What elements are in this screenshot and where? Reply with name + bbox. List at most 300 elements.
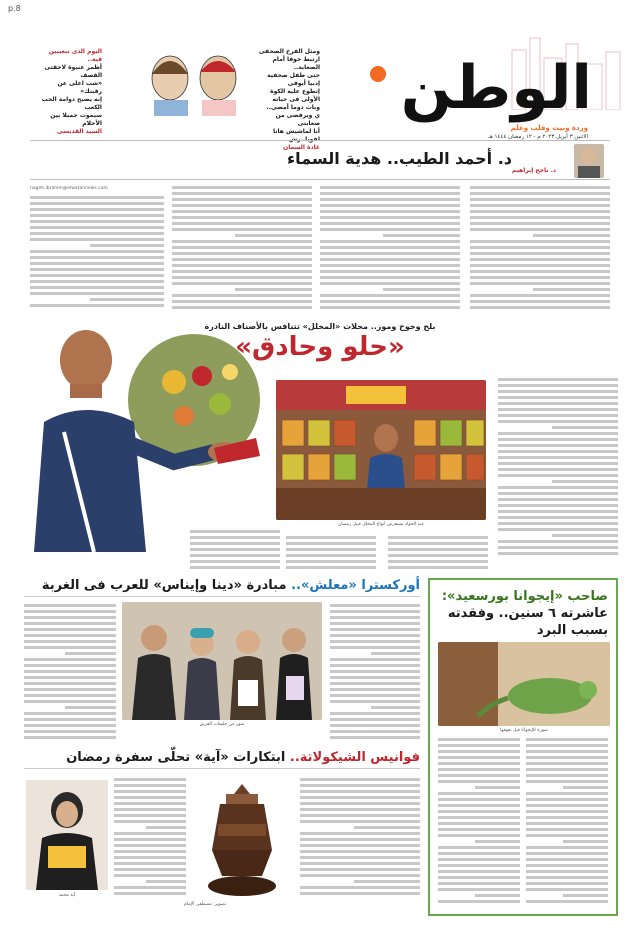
body-text-line xyxy=(172,246,312,249)
body-text-line xyxy=(30,286,164,289)
body-text-line xyxy=(320,282,460,285)
body-text-line xyxy=(320,264,460,267)
body-text-line xyxy=(526,864,608,867)
body-text-line xyxy=(30,214,164,217)
teaser-right xyxy=(258,48,320,152)
body-text-line xyxy=(438,810,520,813)
body-text-line xyxy=(330,700,420,703)
body-text-line xyxy=(470,276,610,279)
body-text-line xyxy=(438,876,520,879)
iguana-photo xyxy=(438,642,610,726)
teaser-left xyxy=(40,48,102,136)
body-text-line xyxy=(30,208,164,211)
body-text-line xyxy=(172,300,312,303)
body-text-line xyxy=(526,738,608,741)
body-text-line xyxy=(320,300,460,303)
feature-text-1 xyxy=(498,378,618,558)
column-title: د. أحمد الطيب.. هدية السماء xyxy=(287,149,512,168)
body-text-line xyxy=(498,390,618,393)
body-text-line xyxy=(470,252,610,255)
body-text-line xyxy=(498,522,618,525)
body-text-line xyxy=(388,560,488,563)
body-text-line xyxy=(526,810,608,813)
body-text-line xyxy=(438,780,520,783)
body-text-line xyxy=(526,876,608,879)
body-text-line xyxy=(330,682,420,685)
column-text-1 xyxy=(470,186,610,314)
body-text-line xyxy=(235,234,312,237)
body-text-line xyxy=(24,688,116,691)
body-text-line xyxy=(114,862,186,865)
body-text-line xyxy=(24,640,116,643)
teaser-line: إنه يصبح دوامة الحب الكعب xyxy=(41,96,102,111)
body-text-line xyxy=(24,700,116,703)
body-text-line xyxy=(114,844,186,847)
body-text-line xyxy=(498,552,618,555)
body-text-line xyxy=(320,258,460,261)
body-text-line xyxy=(470,198,610,201)
body-text-line xyxy=(172,186,312,189)
body-text-line xyxy=(114,820,186,823)
body-text-line xyxy=(526,858,608,861)
body-text-line xyxy=(470,282,610,285)
body-text-line xyxy=(172,198,312,201)
body-text-line xyxy=(470,204,610,207)
body-text-line xyxy=(65,706,116,709)
body-text-line xyxy=(172,282,312,285)
iguana-headline-a: صاحب «إيجوانا بورسعيد»: xyxy=(441,589,608,604)
body-text-line xyxy=(498,432,618,435)
body-text-line xyxy=(30,292,164,295)
body-text-line xyxy=(320,306,460,309)
body-text-line xyxy=(172,258,312,261)
body-text-line xyxy=(24,616,116,619)
body-text-line xyxy=(300,856,420,859)
body-text-line xyxy=(498,528,618,531)
body-text-line xyxy=(300,814,420,817)
teaser-line: ارتبط خوفا أمام الصعابة.. xyxy=(272,56,320,71)
body-text-line xyxy=(300,790,420,793)
body-text-line xyxy=(300,778,420,781)
body-text-line xyxy=(190,566,280,569)
body-text-line xyxy=(498,450,618,453)
orchestra-headline-b: مبادرة «دينا وإيناس» للعرب فى الغربة xyxy=(41,578,287,593)
body-text-line xyxy=(114,802,186,805)
chocolate-headline-a: فوانيس الشيكولاتة.. xyxy=(289,750,420,765)
body-text-line xyxy=(330,634,420,637)
photo-credit: تصوير: مصطفى الإمام xyxy=(183,902,226,907)
body-text-line xyxy=(438,774,520,777)
body-text-line xyxy=(552,426,618,429)
body-text-line xyxy=(320,192,460,195)
body-text-line xyxy=(330,718,420,721)
body-text-line xyxy=(371,706,421,709)
body-text-line xyxy=(470,306,610,309)
pickle-shop-photo xyxy=(276,380,486,520)
body-text-line xyxy=(30,256,164,259)
column-text-3 xyxy=(172,186,312,314)
body-text-line xyxy=(24,676,116,679)
body-text-line xyxy=(330,664,420,667)
body-text-line xyxy=(438,744,520,747)
orchestra-caption: صور من جلسات الفريق xyxy=(199,722,245,727)
body-text-line xyxy=(320,222,460,225)
body-text-line xyxy=(498,414,618,417)
body-text-line xyxy=(190,560,280,563)
body-text-line xyxy=(300,874,420,877)
column-author: د. ناجح إبراهيم xyxy=(511,167,556,174)
body-text-line xyxy=(498,456,618,459)
body-text-line xyxy=(498,408,618,411)
body-text-line xyxy=(526,744,608,747)
body-text-line xyxy=(526,834,608,837)
body-text-line xyxy=(371,652,421,655)
body-text-line xyxy=(114,832,186,835)
orchestra-text-2 xyxy=(24,604,116,744)
body-text-line xyxy=(498,444,618,447)
body-text-line xyxy=(388,536,488,539)
body-text-line xyxy=(526,756,608,759)
feature-title: «حلو وحادق» xyxy=(235,332,405,362)
body-text-line xyxy=(563,894,608,897)
author-email[interactable]: nageh.ibrahim@elwatannews.com xyxy=(30,186,108,191)
body-text-line xyxy=(526,846,608,849)
teaser-line: أنا لماشيش هانا لقويا..رش xyxy=(272,128,320,143)
chocolate-text-1 xyxy=(300,778,420,898)
body-text-line xyxy=(330,610,420,613)
body-text-line xyxy=(388,542,488,545)
body-text-line xyxy=(30,232,164,235)
body-text-line xyxy=(438,846,520,849)
body-text-line xyxy=(498,510,618,513)
body-text-line xyxy=(300,796,420,799)
iguana-text-1 xyxy=(526,738,608,908)
body-text-line xyxy=(470,228,610,231)
body-text-line xyxy=(286,554,376,557)
feature-kicker: بلح وخوخ وموز.. محلات «المخلل» تتنافس بالأصناف النادرة xyxy=(204,322,436,331)
body-text-line xyxy=(114,838,186,841)
body-text-line xyxy=(354,880,420,883)
body-text-line xyxy=(498,546,618,549)
orchestra-photo xyxy=(122,602,322,720)
body-text-line xyxy=(30,268,164,271)
body-text-line xyxy=(438,792,520,795)
body-text-line xyxy=(552,534,618,537)
iguana-story-box xyxy=(428,578,618,916)
body-text-line xyxy=(172,216,312,219)
body-text-line xyxy=(320,240,460,243)
chocolate-headline-b: ابتكارات «آية» تحلّى سفرة رمضان xyxy=(66,750,286,765)
body-text-line xyxy=(30,304,164,307)
body-text-line xyxy=(320,198,460,201)
body-text-line xyxy=(30,238,164,241)
body-text-line xyxy=(300,886,420,889)
body-text-line xyxy=(114,856,186,859)
body-text-line xyxy=(330,724,420,727)
body-text-line xyxy=(498,396,618,399)
opinion-column-header xyxy=(30,140,610,180)
body-text-line xyxy=(330,628,420,631)
body-text-line xyxy=(438,762,520,765)
body-text-line xyxy=(498,462,618,465)
body-text-line xyxy=(563,840,608,843)
body-text-line xyxy=(330,688,420,691)
body-text-line xyxy=(320,246,460,249)
body-text-line xyxy=(24,682,116,685)
chocolate-headline xyxy=(24,750,420,769)
body-text-line xyxy=(286,560,376,563)
body-text-line xyxy=(300,868,420,871)
dateline: الاثنين ٣ أبريل ٢٠٢٣ م - ١٢ رمضان ١٤٤٤ هـ xyxy=(488,134,588,140)
body-text-line xyxy=(172,252,312,255)
body-text-line xyxy=(533,234,610,237)
body-text-line xyxy=(526,798,608,801)
pickle-shop-caption: عبد الجواد يستعرض أنواع المخلل قبيل رمضان xyxy=(337,522,425,527)
body-text-line xyxy=(475,840,520,843)
body-text-line xyxy=(526,816,608,819)
body-text-line xyxy=(330,712,420,715)
body-text-line xyxy=(24,610,116,613)
body-text-line xyxy=(526,774,608,777)
body-text-line xyxy=(172,210,312,213)
body-text-line xyxy=(172,204,312,207)
body-text-line xyxy=(498,384,618,387)
body-text-line xyxy=(300,820,420,823)
body-text-line xyxy=(383,234,460,237)
body-text-line xyxy=(172,240,312,243)
body-text-line xyxy=(300,844,420,847)
vendor-photo xyxy=(24,312,284,552)
body-text-line xyxy=(30,226,164,229)
body-text-line xyxy=(526,792,608,795)
body-text-line xyxy=(320,186,460,189)
body-text-line xyxy=(470,192,610,195)
teaser-strip xyxy=(40,48,320,151)
body-text-line xyxy=(24,694,116,697)
body-text-line xyxy=(320,216,460,219)
teaser-line: أظمر عنيوة لاحقتى القصف xyxy=(44,64,102,79)
body-text-line xyxy=(114,868,186,871)
body-text-line xyxy=(320,228,460,231)
body-text-line xyxy=(526,870,608,873)
body-text-line xyxy=(470,210,610,213)
body-text-line xyxy=(526,822,608,825)
body-text-line xyxy=(330,640,420,643)
body-text-line xyxy=(30,220,164,223)
body-text-line xyxy=(300,850,420,853)
body-text-line xyxy=(330,646,420,649)
body-text-line xyxy=(438,798,520,801)
body-text-line xyxy=(470,300,610,303)
body-text-line xyxy=(320,210,460,213)
newspaper-logo: الوطن xyxy=(400,53,592,123)
body-text-line xyxy=(383,288,460,291)
body-text-line xyxy=(114,892,186,895)
teaser-line: حتى طفل صحفية إدبيا أيوقى xyxy=(267,72,320,87)
body-text-line xyxy=(114,886,186,889)
body-text-line xyxy=(330,604,420,607)
body-text-line xyxy=(498,540,618,543)
body-text-line xyxy=(438,900,520,903)
body-text-line xyxy=(65,652,116,655)
body-text-line xyxy=(330,622,420,625)
body-text-line xyxy=(320,270,460,273)
body-text-line xyxy=(533,288,610,291)
body-text-line xyxy=(438,858,520,861)
orchestra-headline-a: أوركسترا «معلش».. xyxy=(291,578,420,593)
body-text-line xyxy=(526,768,608,771)
iguana-text-2 xyxy=(438,738,520,908)
body-text-line xyxy=(235,288,312,291)
body-text-line xyxy=(286,548,376,551)
body-text-line xyxy=(24,718,116,721)
body-text-line xyxy=(330,694,420,697)
body-text-line xyxy=(30,262,164,265)
body-text-line xyxy=(498,468,618,471)
body-text-line xyxy=(172,294,312,297)
teaser-line: إتطوع عليه الكوة الأولى فى حياته xyxy=(270,88,320,103)
feature-text-3 xyxy=(388,536,488,576)
body-text-line xyxy=(90,298,164,301)
body-text-line xyxy=(470,270,610,273)
page-number: p.8 xyxy=(8,4,21,13)
body-text-line xyxy=(30,250,164,253)
teaser-line: ي ويرفضى من صعابتى xyxy=(275,112,320,127)
body-text-line xyxy=(438,816,520,819)
body-text-line xyxy=(114,784,186,787)
tagline: وردة وبيت وقلب وعلم xyxy=(510,124,588,132)
body-text-line xyxy=(526,780,608,783)
body-text-line xyxy=(172,222,312,225)
body-text-line xyxy=(114,850,186,853)
body-text-line xyxy=(438,888,520,891)
body-text-line xyxy=(300,838,420,841)
body-text-line xyxy=(172,276,312,279)
body-text-line xyxy=(498,498,618,501)
caricature-illustration xyxy=(140,48,250,116)
body-text-line xyxy=(498,378,618,381)
body-text-line xyxy=(475,894,520,897)
body-text-line xyxy=(30,196,164,199)
body-text-line xyxy=(354,826,420,829)
teaser-line: «شب اعلى عن رقبتك» xyxy=(57,80,102,95)
body-text-line xyxy=(30,202,164,205)
feature-text-2 xyxy=(286,536,376,576)
body-text-line xyxy=(498,492,618,495)
body-text-line xyxy=(470,216,610,219)
body-text-line xyxy=(438,852,520,855)
body-text-line xyxy=(438,750,520,753)
teaser-line: سيموت جميلا بين الأحلام xyxy=(50,112,102,127)
body-text-line xyxy=(563,786,608,789)
teaser-line: اليوم الذى تبغيبين فيه.. xyxy=(48,48,102,63)
body-text-line xyxy=(300,892,420,895)
teaser-author: غادة السمان xyxy=(283,144,320,151)
body-text-line xyxy=(438,822,520,825)
body-text-line xyxy=(24,724,116,727)
body-text-line xyxy=(330,676,420,679)
body-text-line xyxy=(498,474,618,477)
body-text-line xyxy=(388,554,488,557)
body-text-line xyxy=(438,870,520,873)
teaser-line: ومثل الفرخ الصحفى xyxy=(258,48,320,55)
orchestra-text-1 xyxy=(330,604,420,744)
body-text-line xyxy=(300,832,420,835)
author-photo xyxy=(574,144,604,178)
body-text-line xyxy=(438,828,520,831)
logo-dot xyxy=(370,66,386,82)
body-text-line xyxy=(526,882,608,885)
body-text-line xyxy=(388,548,488,551)
body-text-line xyxy=(438,804,520,807)
body-text-line xyxy=(470,186,610,189)
body-text-line xyxy=(300,862,420,865)
body-text-line xyxy=(172,192,312,195)
body-text-line xyxy=(30,274,164,277)
body-text-line xyxy=(114,808,186,811)
chocolatier-caption: آية محمد xyxy=(58,893,76,898)
body-text-line xyxy=(330,736,420,739)
body-text-line xyxy=(114,790,186,793)
iguana-headline xyxy=(436,588,608,639)
body-text-line xyxy=(475,786,520,789)
body-text-line xyxy=(320,276,460,279)
column-text-2 xyxy=(320,186,460,314)
body-text-line xyxy=(24,664,116,667)
body-text-line xyxy=(330,616,420,619)
body-text-line xyxy=(470,240,610,243)
body-text-line xyxy=(286,566,376,569)
body-text-line xyxy=(24,670,116,673)
chocolate-text-2 xyxy=(114,778,186,898)
body-text-line xyxy=(114,796,186,799)
body-text-line xyxy=(24,634,116,637)
body-text-line xyxy=(300,802,420,805)
body-text-line xyxy=(24,712,116,715)
body-text-line xyxy=(172,228,312,231)
body-text-line xyxy=(438,756,520,759)
body-text-line xyxy=(470,264,610,267)
body-text-line xyxy=(320,204,460,207)
body-text-line xyxy=(146,826,186,829)
body-text-line xyxy=(90,244,164,247)
body-text-line xyxy=(498,486,618,489)
body-text-line xyxy=(498,516,618,519)
iguana-caption: صورة للإيجوانا قبل نفوقها xyxy=(500,728,548,733)
teaser-author: السيد القديسى xyxy=(57,128,102,135)
body-text-line xyxy=(498,504,618,507)
body-text-line xyxy=(388,566,488,569)
teaser-line: وبات دوما أمضى.. xyxy=(266,104,320,111)
body-text-line xyxy=(470,258,610,261)
body-text-line xyxy=(498,402,618,405)
body-text-line xyxy=(526,900,608,903)
body-text-line xyxy=(24,730,116,733)
body-text-line xyxy=(24,736,116,739)
body-text-line xyxy=(172,264,312,267)
body-text-line xyxy=(286,536,376,539)
iguana-headline-b: عاشرته ٦ سنين.. وفقدته بسبب البرد xyxy=(447,606,608,638)
body-text-line xyxy=(526,750,608,753)
body-text-line xyxy=(552,480,618,483)
body-text-line xyxy=(438,768,520,771)
body-text-line xyxy=(438,834,520,837)
chocolatier-photo xyxy=(26,780,108,890)
body-text-line xyxy=(300,808,420,811)
chocolate-lanterns-graphic xyxy=(192,780,292,900)
column-text-4 xyxy=(30,196,164,314)
body-text-line xyxy=(300,784,420,787)
